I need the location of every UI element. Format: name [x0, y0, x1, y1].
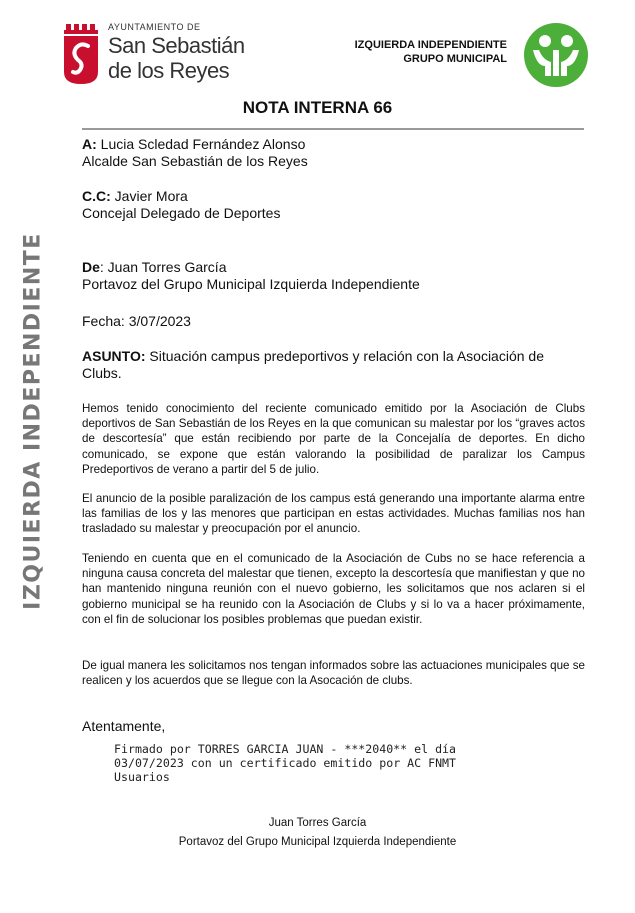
sidebar-text: IZQUIERDA INDEPENDIENTE — [20, 232, 46, 610]
cc-label: C.C: — [82, 188, 111, 204]
sender-label: De — [82, 259, 100, 275]
cc-block — [82, 188, 586, 222]
recipient-name: Lucia Scledad Fernández Alonso — [100, 136, 306, 152]
subject-label: ASUNTO: — [82, 348, 146, 364]
sidebar-vertical-label — [18, 232, 48, 610]
group-header-line1: IZQUIERDA INDEPENDIENTE — [354, 39, 507, 51]
signer-name: Juan Torres García — [268, 817, 367, 829]
date-line: Fecha: 3/07/2023 — [82, 313, 191, 329]
party-logo-icon — [523, 22, 589, 88]
closing-text: Atentamente, — [82, 718, 166, 734]
logo-title-line2: de los Reyes — [108, 58, 230, 83]
recipient-label: A: — [82, 136, 97, 152]
recipient-block — [82, 136, 586, 170]
subject-block — [82, 348, 586, 382]
sender-name: : Juan Torres García — [99, 259, 227, 275]
sender-role: Portavoz del Grupo Municipal Izquierda Independiente — [82, 276, 420, 292]
logo-title-line1: San Sebastián — [108, 33, 245, 58]
recipient-role: Alcalde San Sebastián de los Reyes — [82, 153, 308, 169]
municipal-crest-icon — [64, 24, 100, 84]
title-divider — [82, 128, 584, 130]
sender-block — [82, 259, 586, 293]
group-header-line2: GRUPO MUNICIPAL — [403, 53, 507, 65]
body-paragraph-3: Teniendo en cuenta que en el comunicado de la Asociación de Cubs no se hace referencia a ninguna causa concreta del malestar que tienen, excepto la descortesía que manifiestan y que no han mantenido ninguna reunión con el nuevo gobierno, les solicitamos que nos aclaren si el gobierno municipal se ha reunido con la Asociación de Clubs y si lo va a hacer próximamente, con el fin de solucionar los posibles problemas que puedan existir. — [82, 552, 585, 626]
body-paragraph-4: De igual manera les solicitamos nos tengan informados sobre las actuaciones municipales que se realicen y los acuerdos que se llegue con la Asocación de clubs. — [82, 659, 585, 688]
digital-signature-text: Firmado por TORRES GARCIA JUAN - ***2040** el día 03/07/2023 con un certificado emitido por AC FNMT Usuarios — [114, 742, 457, 784]
signer-role: Portavoz del Grupo Municipal Izquierda Independiente — [178, 836, 457, 848]
group-header — [355, 38, 507, 66]
cc-name: Javier Mora — [114, 188, 188, 204]
body-paragraph-2: El anuncio de la posible paralización de los campus está generando una importante alarma entre las familias de los y las menores que participan en estas actividades. Muchas familias nos han trasladado su malestar y preocupación por el anuncio. — [82, 492, 585, 536]
cc-role: Concejal Delegado de Deportes — [82, 205, 281, 221]
municipal-logo — [64, 20, 264, 88]
body-paragraph-1: Hemos tenido conocimiento del reciente comunicado emitido por la Asociación de Clubs deportivos de San Sebastián de los Reyes en la que comunican su malestar por los “graves actos de descortesía” que están recibiendo por parte de la Concejalía de deportes. En dicho comunicado, se expone que están valorando la posibilidad de paralizar los Campus Predeportivos de verano a partir del 5 de julio. — [82, 402, 585, 476]
document-title: NOTA INTERNA 66 — [242, 98, 393, 117]
logo-small-text: AYUNTAMIENTO DE — [108, 22, 201, 32]
subject-text: Situación campus predeportivos y relación con la Asociación de Clubs. — [82, 348, 544, 381]
